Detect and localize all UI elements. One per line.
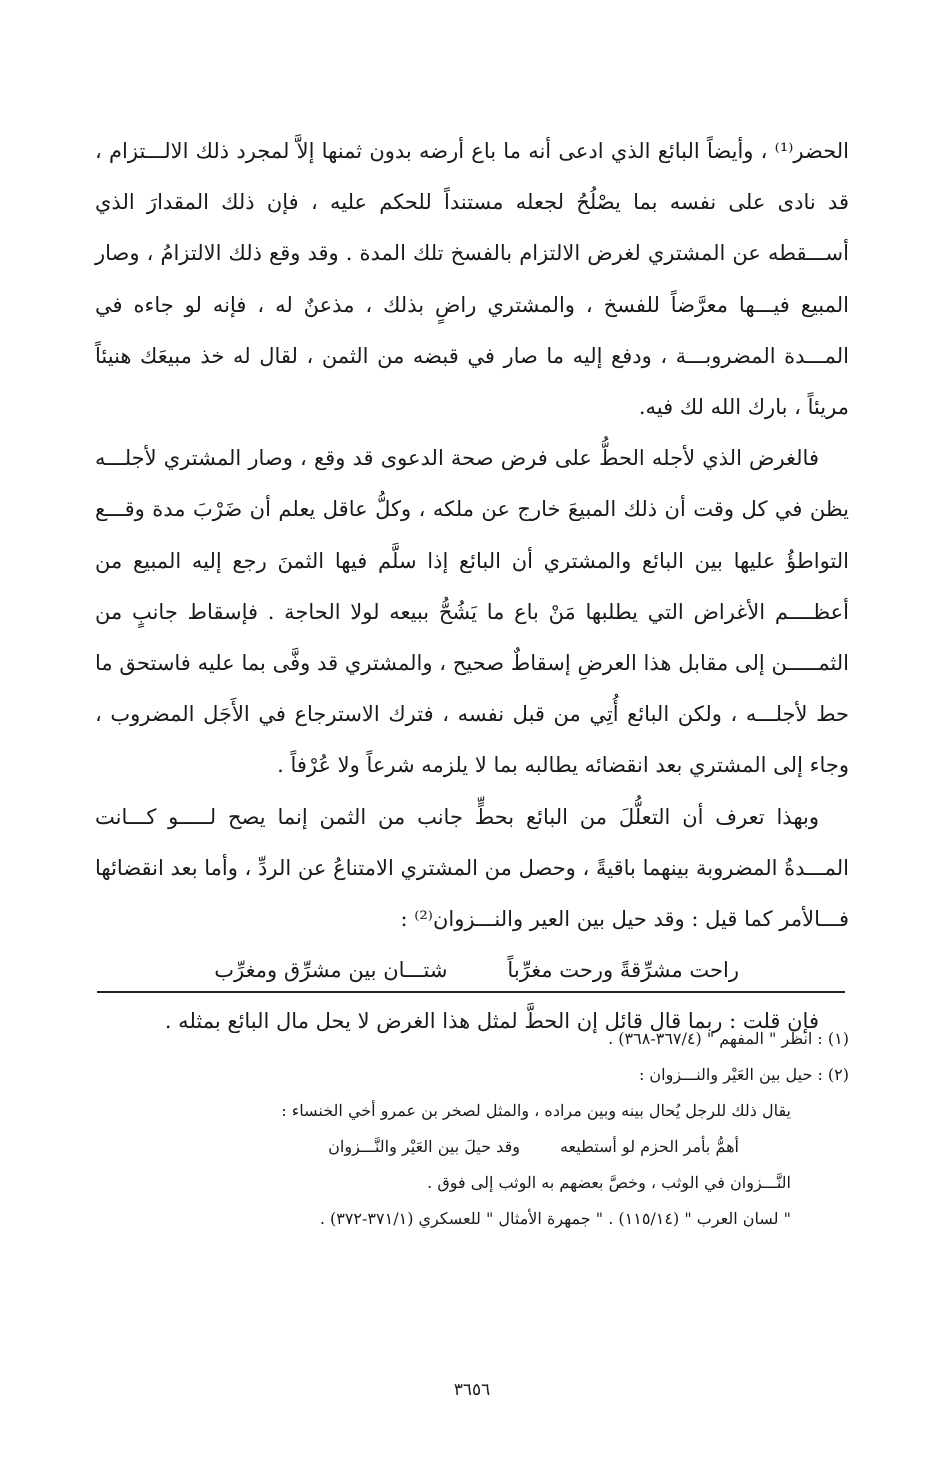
paragraph-4: فإن قلت : ربما قال قائل إن الحطَّ لمثل هذا الغرض لا يحل مال البائع بمثله . [164,1009,819,1034]
paragraph-1: الحضر⁽¹⁾ ، وأيضاً البائع الذي ادعى أنه ما باع أرضه بدون ثمنها إلاَّ لمجرد ذلك الالـــتزام ، قد نادى على نفسه بما يصْلُحُ لجعله مستنداً للحكم عليه ، فإن ذلك المقدارَ الذي أســـقطه عن المشتري لغرض الالتزام بالفسخ تلك المدة . وقد وقع ذلك الالتزامُ ، وصار المبيع فيـــها معرَّضاً للفسخ ، والمشتري راضٍ بذلك ، مذعنٌ له ، فإنه لو جاءه في المـــدة المضروبـــة ، ودفع إليه ما صار في قبضه من الثمن ، لقال له خذ مبيعَك هنيئاً مريئاً ، بارك الله لك فيه. [95,139,849,420]
footnote-verse-first: أهمُّ بأمر الحزم لو أستطيعه [559,1137,739,1156]
paragraph-2: فالغرض الذي لأجله الحطُّ على فرض صحة الدعوى قد وقع ، وصار المشتري لأجلـــه يظن في كل وقت أن ذلك المبيعَ خارج عن ملكه ، وكلُّ عاقل يعلم أن ضَرْبَ مدة وقـــع التواطؤُ عليها بين البائع والمشتري أن البائع إذا سلَّم فيها الثمنَ رجع إليه المبيع من أعظــــم الأغراض التي يطلبها مَنْ باع ما يَشُحُّ ببيعه لولا الحاجة . فإسقاط جانبٍ من الثمـــــن إلى مقابل هذا العرضِ إسقاطٌ صحيح ، والمشتري قد وفَّى بما عليه فاستحق ما حط لأجلـــه ، ولكن البائع أُتِي من قبل نفسه ، فترك الاسترجاع في الأَجَل المضروب ، وجاء إلى المشتري بعد انقضائه يطالبه بما لا يلزمه شرعاً ولا عُرْفاً . [95,446,849,778]
footnote-2-source: " لسان العرب " (١١٥/١٤) . " جمهرة الأمثال " للعسكري (٣٧١/١-٣٧٢) . [319,1209,791,1228]
footnote-2-text: يقال ذلك للرجل يُحال بينه وبين مراده ، والمثل لصخر بن عمرو أخي الخنساء : [281,1101,791,1120]
paragraph-3: وبهذا تعرف أن التعلُّلَ من البائع بحطٍّ جانب من الثمن إنما يصح لـــــو كـــانت المـــدةُ المضروبة بينهما باقيةً ، وحصل من المشتري الامتناعُ عن الردِّ ، وأما بعد انقضائها فـــالأمر كما قيل : وقد حيل بين العير والنـــزوان⁽²⁾ : [95,804,849,932]
footnote-2-verse [95,1129,849,1165]
footnote-divider [97,991,845,993]
footnote-2-title: (٢) : حيل بين العَيْر والنـــزوان : [638,1065,849,1084]
verse-first-hemistich: راحت مشرِّقةً ورحت مغرِّباً [507,958,739,983]
main-text [95,126,849,1048]
footnote-2-note: النَّـــزوان في الوثب ، وخصَّ بعضهم به الوثب إلى فوق . [427,1173,791,1192]
footnote-1: (١) : انظر " المفهم " (٣٦٧/٤-٣٦٨) . [608,1029,849,1048]
footnotes [95,1021,849,1237]
page-number: ٣٦٥٦ [453,1380,491,1400]
verse-second-hemistich: شتـــان بين مشرِّق ومغرِّب [214,958,448,983]
footnote-verse-second: وقد حيلَ بين العَيْر والنَّـــزوان [328,1137,520,1156]
poetry-verse [95,945,849,996]
